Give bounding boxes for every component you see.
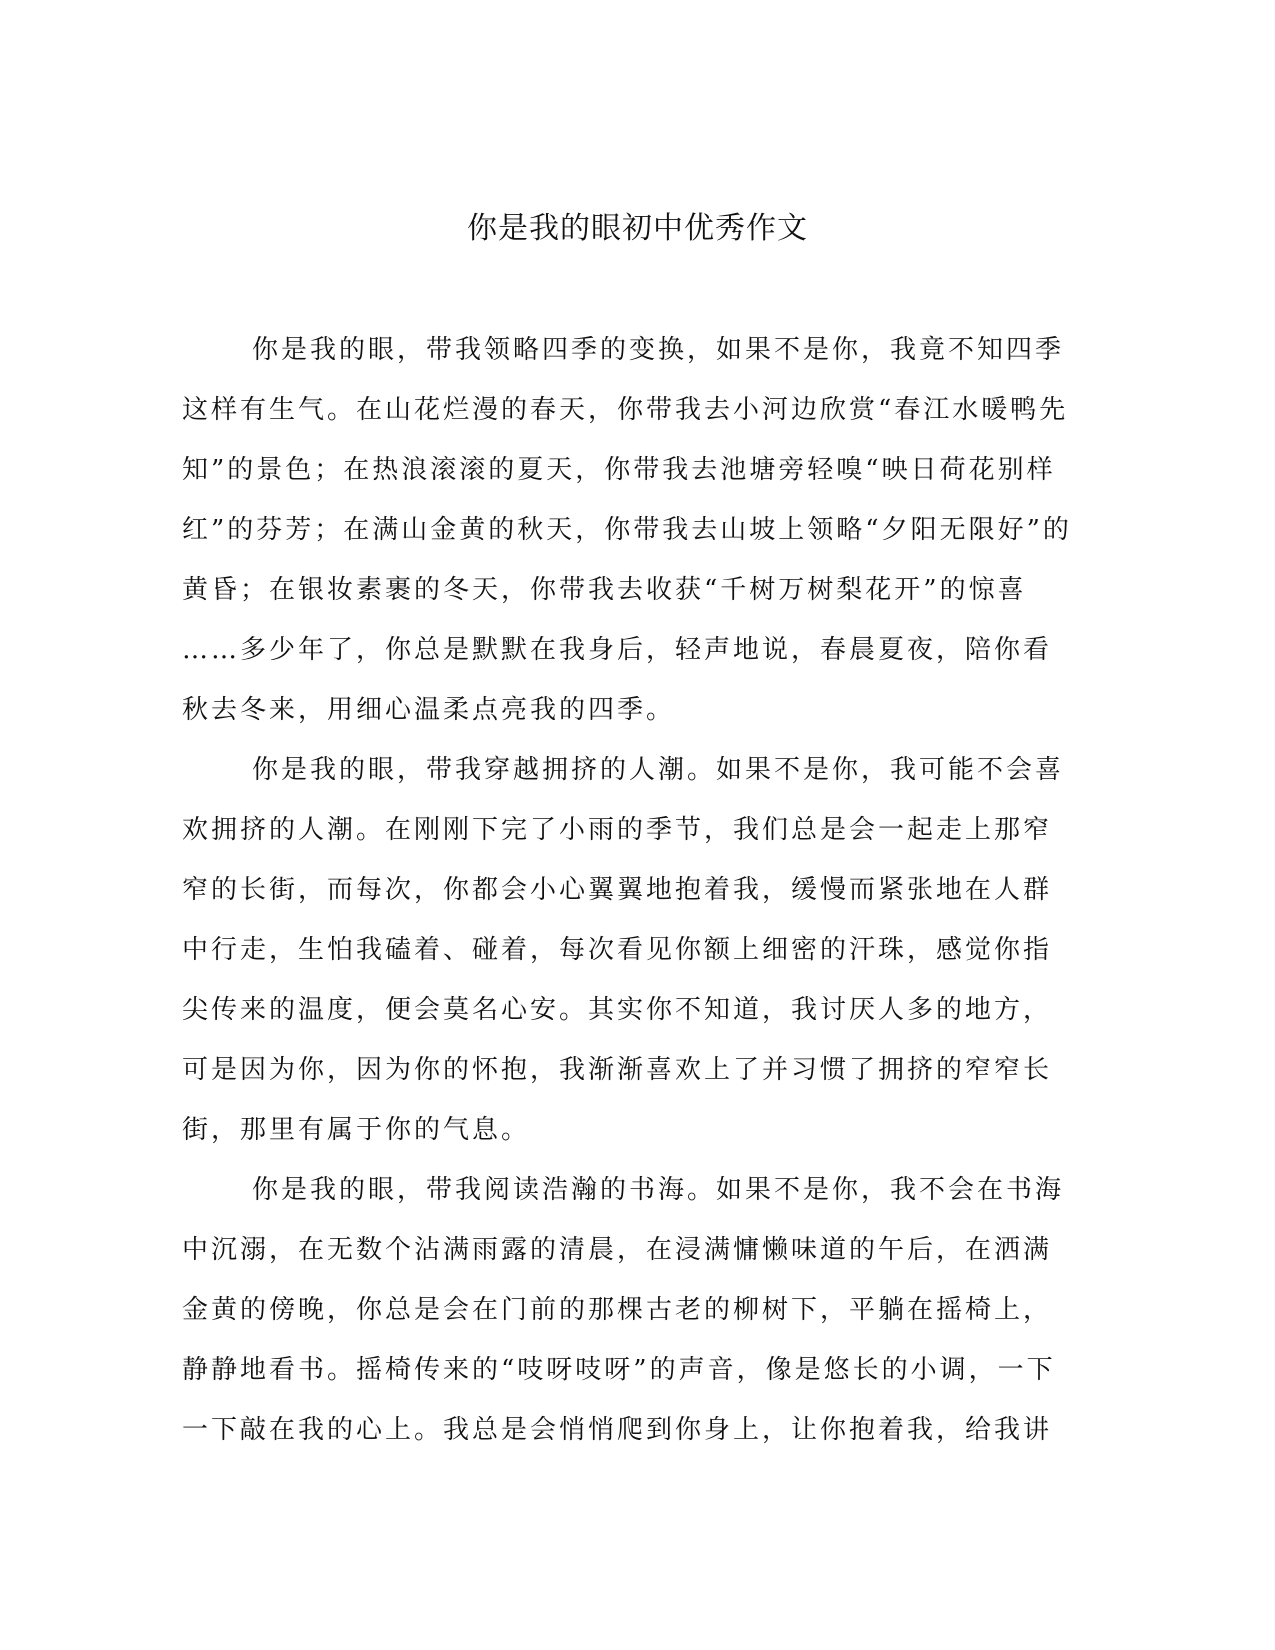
paragraph-line: 窄的长街，而每次，你都会小心翼翼地抱着我，缓慢而紧张地在人群 (182, 875, 1053, 905)
paragraph-line: 知”的景色；在热浪滚滚的夏天，你带我去池塘旁轻嗅“映日荷花别样 (182, 455, 1056, 485)
paragraph-line: 中行走，生怕我磕着、碰着，每次看见你额上细密的汗珠，感觉你指 (182, 935, 1053, 965)
document-body (182, 320, 1072, 1460)
paragraph-line: 你是我的眼，带我领略四季的变换，如果不是你，我竟不知四季 (252, 335, 1065, 365)
document-title: 你是我的眼初中优秀作文 (467, 211, 808, 246)
paragraph-line: 尖传来的温度，便会莫名心安。其实你不知道，我讨厌人多的地方， (182, 995, 1053, 1025)
paragraph-line: 静静地看书。摇椅传来的“吱呀吱呀”的声音，像是悠长的小调，一下 (182, 1355, 1056, 1385)
paragraph-line: 这样有生气。在山花烂漫的春天，你带我去小河边欣赏“春江水暖鸭先 (182, 395, 1069, 425)
paragraph-line: 欢拥挤的人潮。在刚刚下完了小雨的季节，我们总是会一起走上那窄 (182, 815, 1053, 845)
paragraph-line: 金黄的傍晚，你总是会在门前的那棵古老的柳树下，平躺在摇椅上， (182, 1295, 1053, 1325)
paragraph-line: 秋去冬来，用细心温柔点亮我的四季。 (182, 695, 676, 725)
paragraph-line: 你是我的眼，带我阅读浩瀚的书海。如果不是你，我不会在书海 (252, 1175, 1065, 1205)
paragraph-line: 你是我的眼，带我穿越拥挤的人潮。如果不是你，我可能不会喜 (252, 755, 1065, 785)
paragraph-line: 可是因为你，因为你的怀抱，我渐渐喜欢上了并习惯了拥挤的窄窄长 (182, 1055, 1053, 1085)
paragraph-line: 中沉溺，在无数个沾满雨露的清晨，在浸满慵懒味道的午后，在洒满 (182, 1235, 1053, 1265)
paragraph-line: 红”的芬芳；在满山金黄的秋天，你带我去山坡上领略“夕阳无限好”的 (182, 515, 1072, 545)
paragraph-3 (182, 1160, 1065, 1460)
paragraph-1 (182, 320, 1072, 740)
paragraph-line: 街，那里有属于你的气息。 (182, 1115, 531, 1145)
paragraph-line: ……多少年了，你总是默默在我身后，轻声地说，春晨夏夜，陪你看 (182, 635, 1053, 665)
paragraph-2 (182, 740, 1065, 1160)
paragraph-line: 一下敲在我的心上。我总是会悄悄爬到你身上，让你抱着我，给我讲 (182, 1415, 1053, 1445)
paragraph-line: 黄昏；在银妆素裹的冬天，你带我去收获“千树万树梨花开”的惊喜 (182, 575, 1027, 605)
